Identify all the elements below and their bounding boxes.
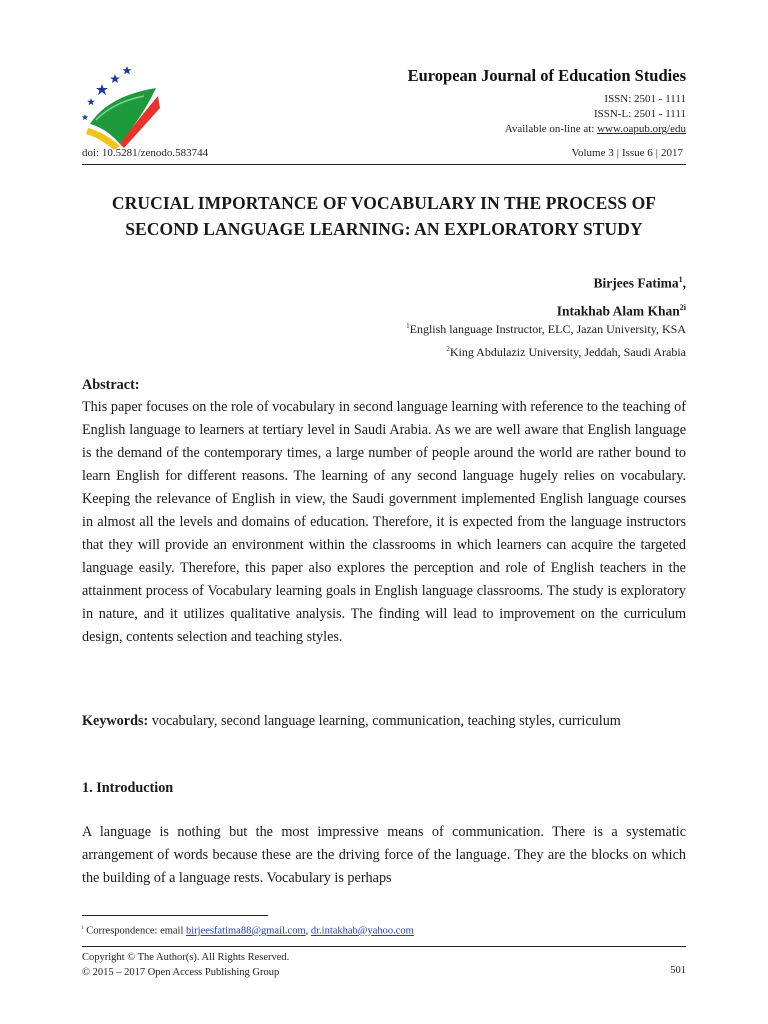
logo-star bbox=[110, 74, 120, 83]
footnote: $^i$ Correspondence: email birjeesfatima88@gmail.com, dr.intakhab@yahoo.com bbox=[82, 925, 414, 937]
affiliation-1: $^1$English language Instructor, ELC, Jazan University, KSA bbox=[406, 322, 686, 336]
abstract-text: This paper focuses on the role of vocabulary in second language learning with reference to the teaching of English language to learners at tertiary level in Saudi Arabia. As we are well aware that English language is the demand of the contemporary times, a large number of people around the world are rather bound to learn English for different reasons. The learning of any second language hugely relies on vocabulary. Keeping the relevance of English in view, the Saudi government implemented English language courses in almost all the levels and domains of education. Therefore, it is expected from the language instructors that they will provide an environment within the classrooms in which learners can acquire the targeted language easily. Therefore, this paper also explores the perception and role of English teachers in the attainment process of Vocabulary learning goals in English language classrooms. The study is exploratory in nature, and it utilizes qualitative analysis. The finding will lead to improvement on the curriculum design, contents selection and teaching styles. bbox=[82, 399, 686, 645]
affiliations bbox=[406, 316, 686, 362]
intro-heading: 1. Introduction bbox=[82, 780, 174, 796]
doi-row: doi: 10.5281/zenodo.583744 Volume 3 | Issue 6 | 2017 bbox=[82, 147, 683, 159]
title-line-2: SECOND LANGUAGE LEARNING: AN EXPLORATORY STUDY bbox=[125, 219, 643, 239]
availability bbox=[408, 122, 686, 137]
keywords-label: Keywords: bbox=[82, 713, 149, 729]
issn: ISSN: 2501 - 1111 bbox=[604, 93, 686, 105]
logo-star bbox=[82, 114, 88, 120]
author-2: Intakhab Alam Khan$^{2i}$ bbox=[556, 302, 686, 318]
issn-l: ISSN-L: 2501 - 1111 bbox=[594, 108, 686, 120]
email-link-1[interactable]: birjeesfatima88@gmail.com bbox=[186, 925, 306, 937]
intro-text: A language is nothing but the most impressive means of communication. There is a systematic arrangement of words because these are the driving force of the language. They are the blocks on which the building of a language rests. Vocabulary is perhaps bbox=[82, 824, 686, 886]
logo-star bbox=[96, 84, 108, 95]
title-line-1: CRUCIAL IMPORTANCE OF VOCABULARY IN THE PROCESS OF bbox=[111, 193, 657, 213]
authors bbox=[557, 268, 686, 323]
email-link-2[interactable]: dr.intakhab@yahoo.com bbox=[310, 925, 414, 937]
logo-star bbox=[87, 98, 95, 105]
journal-url-link[interactable]: www.oapub.org/edu bbox=[597, 123, 686, 135]
keywords bbox=[82, 710, 686, 733]
journal-title: European Journal of Education Studies bbox=[407, 66, 686, 85]
paper-title bbox=[82, 190, 686, 242]
page-number: 501 bbox=[670, 965, 686, 976]
author-1: Birjees Fatima$^1$, bbox=[593, 275, 686, 291]
footnote-divider bbox=[82, 915, 268, 916]
footer-divider bbox=[82, 946, 686, 947]
keywords-text: vocabulary, second language learning, communication, teaching styles, curriculum bbox=[148, 713, 621, 729]
affiliation-2: $^2$King Abdulaziz University, Jeddah, Saudi Arabia bbox=[446, 345, 686, 359]
doi: doi: 10.5281/zenodo.583744 bbox=[82, 147, 209, 159]
year: 2017 bbox=[661, 147, 683, 159]
issue: Issue 6 bbox=[621, 147, 653, 159]
header-divider bbox=[82, 164, 686, 165]
journal-logo bbox=[82, 62, 162, 150]
volume: Volume 3 bbox=[571, 147, 614, 159]
abstract-heading: Abstract: bbox=[82, 377, 140, 393]
availability-label: Available on-line at: bbox=[504, 123, 598, 135]
journal-header bbox=[408, 66, 686, 137]
logo-star bbox=[122, 66, 131, 74]
copyright-line-1: Copyright © The Author(s). All Rights Reserved. bbox=[82, 952, 290, 963]
copyright bbox=[82, 950, 289, 980]
copyright-line-2: © 2015 – 2017 Open Access Publishing Group bbox=[82, 967, 280, 978]
